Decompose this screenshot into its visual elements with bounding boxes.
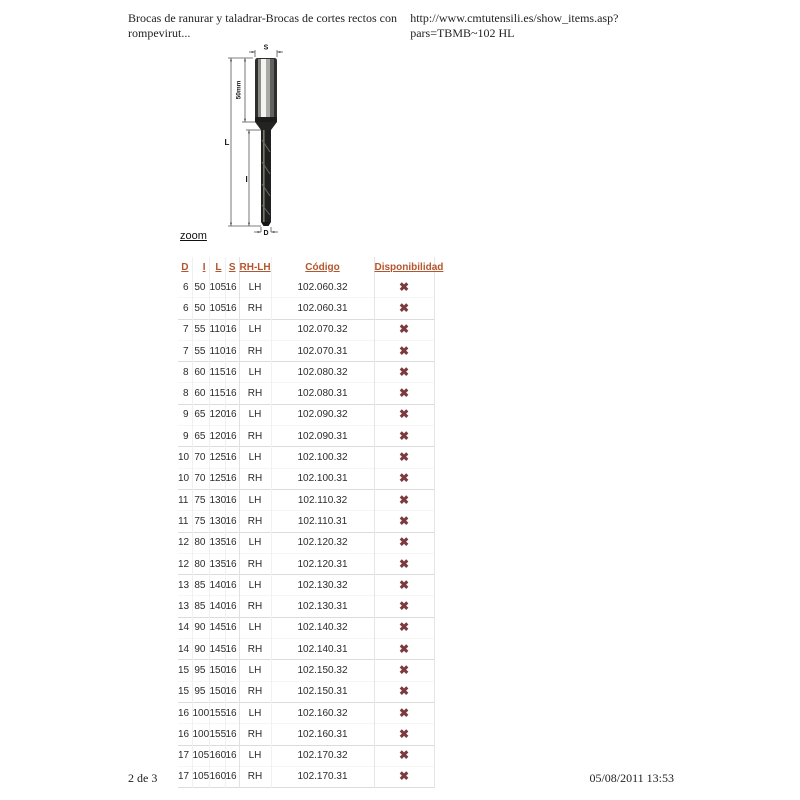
diameter-label: D xyxy=(263,229,269,237)
cell-rotation: LH xyxy=(239,447,271,468)
cell-codigo: 102.060.32 xyxy=(271,277,374,298)
cell-codigo: 102.140.32 xyxy=(271,617,374,638)
cell-diameter: 12 xyxy=(178,532,192,553)
unavailable-icon: ✖ xyxy=(398,407,410,422)
cell-shank: 16 xyxy=(225,362,239,383)
drill-flute xyxy=(261,130,271,226)
cell-codigo: 102.160.32 xyxy=(271,702,374,723)
cell-total-length: 135 xyxy=(209,553,225,574)
cell-codigo: 102.170.31 xyxy=(271,766,374,787)
cell-total-length: 105 xyxy=(209,298,225,319)
spec-table xyxy=(178,257,444,788)
unavailable-icon: ✖ xyxy=(398,599,410,614)
unavailable-icon: ✖ xyxy=(398,300,410,315)
cell-total-length: 120 xyxy=(209,404,225,425)
cell-diameter: 10 xyxy=(178,447,192,468)
cell-diameter: 14 xyxy=(178,617,192,638)
cell-codigo: 102.110.31 xyxy=(271,511,374,532)
table-row xyxy=(178,489,434,510)
table-row xyxy=(178,362,434,383)
cell-availability xyxy=(374,724,434,745)
unavailable-icon: ✖ xyxy=(398,535,410,550)
cell-availability xyxy=(374,447,434,468)
cell-shank: 16 xyxy=(225,340,239,361)
total-length-label: L xyxy=(224,138,230,147)
cell-shank: 16 xyxy=(225,511,239,532)
cell-codigo: 102.120.32 xyxy=(271,532,374,553)
cell-rotation: LH xyxy=(239,575,271,596)
cell-shank: 16 xyxy=(225,468,239,489)
cell-diameter: 15 xyxy=(178,660,192,681)
cell-cutting-length: 65 xyxy=(192,426,209,447)
unavailable-icon: ✖ xyxy=(398,471,410,486)
cell-rotation: LH xyxy=(239,702,271,723)
cell-shank: 16 xyxy=(225,575,239,596)
unavailable-icon: ✖ xyxy=(398,662,410,677)
cell-availability xyxy=(374,362,434,383)
cell-codigo: 102.130.32 xyxy=(271,575,374,596)
unavailable-icon: ✖ xyxy=(398,492,410,507)
table-row xyxy=(178,596,434,617)
cell-shank: 16 xyxy=(225,553,239,574)
cell-diameter: 7 xyxy=(178,319,192,340)
cell-rotation: RH xyxy=(239,553,271,574)
column-header-rh-lh[interactable]: RH-LH xyxy=(239,257,271,277)
cell-shank: 16 xyxy=(225,596,239,617)
table-row xyxy=(178,617,434,638)
cell-diameter: 8 xyxy=(178,362,192,383)
cell-diameter: 16 xyxy=(178,724,192,745)
cell-total-length: 160 xyxy=(209,745,225,766)
print-footer xyxy=(128,771,674,786)
unavailable-icon: ✖ xyxy=(398,450,410,465)
cell-availability xyxy=(374,383,434,404)
cell-cutting-length: 75 xyxy=(192,511,209,532)
unavailable-icon: ✖ xyxy=(398,322,410,337)
cell-rotation: RH xyxy=(239,724,271,745)
table-row xyxy=(178,468,434,489)
table-row xyxy=(178,745,434,766)
cell-cutting-length: 90 xyxy=(192,617,209,638)
cell-total-length: 135 xyxy=(209,532,225,553)
table-row xyxy=(178,660,434,681)
cell-cutting-length: 85 xyxy=(192,575,209,596)
drill-shank xyxy=(255,58,277,122)
cell-rotation: RH xyxy=(239,426,271,447)
cell-availability xyxy=(374,489,434,510)
table-row xyxy=(178,639,434,660)
cell-rotation: LH xyxy=(239,404,271,425)
cell-availability xyxy=(374,596,434,617)
cell-rotation: RH xyxy=(239,383,271,404)
cell-rotation: RH xyxy=(239,766,271,787)
cell-rotation: RH xyxy=(239,681,271,702)
print-datetime: 05/08/2011 13:53 xyxy=(589,771,674,785)
unavailable-icon: ✖ xyxy=(398,726,410,741)
table-header-row xyxy=(178,257,434,277)
cell-codigo: 102.140.31 xyxy=(271,639,374,660)
cell-availability xyxy=(374,468,434,489)
unavailable-icon: ✖ xyxy=(398,556,410,571)
cell-total-length: 110 xyxy=(209,319,225,340)
table-row xyxy=(178,724,434,745)
cell-diameter: 17 xyxy=(178,766,192,787)
cell-total-length: 150 xyxy=(209,660,225,681)
cell-availability xyxy=(374,702,434,723)
table-row xyxy=(178,340,434,361)
column-header-l[interactable]: L xyxy=(209,257,225,277)
cell-total-length: 150 xyxy=(209,681,225,702)
spec-table-body xyxy=(178,277,434,788)
column-header-codigo[interactable]: Código xyxy=(271,257,374,277)
cell-diameter: 15 xyxy=(178,681,192,702)
cell-diameter: 11 xyxy=(178,489,192,510)
cell-codigo: 102.150.32 xyxy=(271,660,374,681)
cell-shank: 16 xyxy=(225,724,239,745)
cell-diameter: 12 xyxy=(178,553,192,574)
cell-cutting-length: 50 xyxy=(192,298,209,319)
page-number: 2 de 3 xyxy=(128,771,158,785)
cell-rotation: RH xyxy=(239,468,271,489)
cell-availability xyxy=(374,426,434,447)
cell-total-length: 120 xyxy=(209,426,225,447)
cell-availability xyxy=(374,745,434,766)
cell-diameter: 7 xyxy=(178,340,192,361)
cell-codigo: 102.060.31 xyxy=(271,298,374,319)
shank-length-label: 50mm xyxy=(235,80,243,100)
cell-availability xyxy=(374,319,434,340)
cell-rotation: LH xyxy=(239,319,271,340)
cell-shank: 16 xyxy=(225,745,239,766)
unavailable-icon: ✖ xyxy=(398,705,410,720)
cell-cutting-length: 50 xyxy=(192,277,209,298)
cutting-length-label: I xyxy=(245,175,248,184)
table-row xyxy=(178,447,434,468)
cell-diameter: 13 xyxy=(178,596,192,617)
cell-cutting-length: 55 xyxy=(192,319,209,340)
cell-cutting-length: 60 xyxy=(192,383,209,404)
cell-cutting-length: 55 xyxy=(192,340,209,361)
cell-shank: 16 xyxy=(225,681,239,702)
cell-shank: 16 xyxy=(225,639,239,660)
print-header xyxy=(128,11,674,41)
cell-diameter: 9 xyxy=(178,404,192,425)
cell-diameter: 6 xyxy=(178,277,192,298)
shank-diameter-label: S xyxy=(263,44,269,52)
cell-rotation: RH xyxy=(239,639,271,660)
cell-codigo: 102.130.31 xyxy=(271,596,374,617)
cell-total-length: 145 xyxy=(209,617,225,638)
unavailable-icon: ✖ xyxy=(398,620,410,635)
cell-diameter: 9 xyxy=(178,426,192,447)
cell-cutting-length: 85 xyxy=(192,596,209,617)
cell-diameter: 13 xyxy=(178,575,192,596)
document-url: http://www.cmtutensili.es/show_items.asp?pars=TBMB~102 HL xyxy=(410,11,619,40)
unavailable-icon: ✖ xyxy=(398,279,410,294)
cell-total-length: 115 xyxy=(209,383,225,404)
cell-availability xyxy=(374,681,434,702)
cell-cutting-length: 95 xyxy=(192,681,209,702)
unavailable-icon: ✖ xyxy=(398,641,410,656)
cell-codigo: 102.090.31 xyxy=(271,426,374,447)
cell-availability xyxy=(374,298,434,319)
table-row xyxy=(178,277,434,298)
cell-shank: 16 xyxy=(225,404,239,425)
table-row xyxy=(178,319,434,340)
cell-rotation: LH xyxy=(239,489,271,510)
cell-availability xyxy=(374,617,434,638)
cell-codigo: 102.120.31 xyxy=(271,553,374,574)
cell-total-length: 110 xyxy=(209,340,225,361)
cell-availability xyxy=(374,532,434,553)
cell-cutting-length: 100 xyxy=(192,702,209,723)
cell-codigo: 102.080.31 xyxy=(271,383,374,404)
drill-taper xyxy=(255,122,277,130)
cell-availability xyxy=(374,660,434,681)
unavailable-icon: ✖ xyxy=(398,428,410,443)
cell-shank: 16 xyxy=(225,426,239,447)
cell-availability xyxy=(374,553,434,574)
cell-shank: 16 xyxy=(225,298,239,319)
unavailable-icon: ✖ xyxy=(398,769,410,784)
cell-codigo: 102.100.31 xyxy=(271,468,374,489)
cell-cutting-length: 100 xyxy=(192,724,209,745)
cell-shank: 16 xyxy=(225,766,239,787)
cell-diameter: 10 xyxy=(178,468,192,489)
cell-codigo: 102.150.31 xyxy=(271,681,374,702)
cell-availability xyxy=(374,511,434,532)
cell-rotation: LH xyxy=(239,745,271,766)
cell-cutting-length: 65 xyxy=(192,404,209,425)
cell-availability xyxy=(374,340,434,361)
cell-codigo: 102.070.31 xyxy=(271,340,374,361)
cell-shank: 16 xyxy=(225,319,239,340)
table-row xyxy=(178,404,434,425)
cell-total-length: 130 xyxy=(209,511,225,532)
cell-diameter: 14 xyxy=(178,639,192,660)
cell-shank: 16 xyxy=(225,532,239,553)
cell-cutting-length: 80 xyxy=(192,532,209,553)
table-row xyxy=(178,383,434,404)
cell-total-length: 140 xyxy=(209,575,225,596)
cell-rotation: RH xyxy=(239,340,271,361)
table-row xyxy=(178,575,434,596)
cell-cutting-length: 80 xyxy=(192,553,209,574)
cell-rotation: LH xyxy=(239,362,271,383)
cell-shank: 16 xyxy=(225,660,239,681)
zoom-link[interactable]: zoom xyxy=(180,230,207,242)
unavailable-icon: ✖ xyxy=(398,364,410,379)
cell-shank: 16 xyxy=(225,489,239,510)
cell-cutting-length: 105 xyxy=(192,745,209,766)
cell-codigo: 102.080.32 xyxy=(271,362,374,383)
cell-shank: 16 xyxy=(225,617,239,638)
cell-total-length: 105 xyxy=(209,277,225,298)
cell-rotation: LH xyxy=(239,277,271,298)
cell-codigo: 102.100.32 xyxy=(271,447,374,468)
cell-rotation: LH xyxy=(239,660,271,681)
cell-cutting-length: 90 xyxy=(192,639,209,660)
unavailable-icon: ✖ xyxy=(398,748,410,763)
cell-rotation: LH xyxy=(239,532,271,553)
table-row xyxy=(178,532,434,553)
cell-total-length: 155 xyxy=(209,702,225,723)
table-row xyxy=(178,702,434,723)
cell-rotation: RH xyxy=(239,298,271,319)
cell-shank: 16 xyxy=(225,277,239,298)
table-row xyxy=(178,681,434,702)
cell-availability xyxy=(374,404,434,425)
cell-rotation: RH xyxy=(239,511,271,532)
cell-total-length: 130 xyxy=(209,489,225,510)
cell-codigo: 102.170.32 xyxy=(271,745,374,766)
cell-total-length: 140 xyxy=(209,596,225,617)
table-row xyxy=(178,298,434,319)
cell-cutting-length: 70 xyxy=(192,447,209,468)
cell-codigo: 102.070.32 xyxy=(271,319,374,340)
cell-total-length: 155 xyxy=(209,724,225,745)
cell-shank: 16 xyxy=(225,702,239,723)
column-header-d[interactable]: D xyxy=(178,257,192,277)
cell-availability xyxy=(374,639,434,660)
column-header-s[interactable]: S xyxy=(225,257,239,277)
unavailable-icon: ✖ xyxy=(398,577,410,592)
cell-diameter: 8 xyxy=(178,383,192,404)
unavailable-icon: ✖ xyxy=(398,513,410,528)
cell-codigo: 102.110.32 xyxy=(271,489,374,510)
cell-availability xyxy=(374,277,434,298)
spec-table-container xyxy=(178,257,444,784)
cell-shank: 16 xyxy=(225,447,239,468)
unavailable-icon: ✖ xyxy=(398,386,410,401)
cell-cutting-length: 70 xyxy=(192,468,209,489)
cell-total-length: 115 xyxy=(209,362,225,383)
drill-bit-diagram xyxy=(224,42,296,238)
table-row xyxy=(178,426,434,447)
cell-availability xyxy=(374,575,434,596)
cell-codigo: 102.090.32 xyxy=(271,404,374,425)
column-header-i[interactable]: I xyxy=(192,257,209,277)
cell-shank: 16 xyxy=(225,383,239,404)
unavailable-icon: ✖ xyxy=(398,343,410,358)
document-title: Brocas de ranurar y taladrar-Brocas de cortes rectos con rompevirut... xyxy=(128,11,397,40)
table-row xyxy=(178,553,434,574)
cell-total-length: 160 xyxy=(209,766,225,787)
cell-diameter: 11 xyxy=(178,511,192,532)
cell-diameter: 6 xyxy=(178,298,192,319)
cell-rotation: RH xyxy=(239,596,271,617)
cell-cutting-length: 60 xyxy=(192,362,209,383)
cell-cutting-length: 105 xyxy=(192,766,209,787)
cell-rotation: LH xyxy=(239,617,271,638)
cell-diameter: 16 xyxy=(178,702,192,723)
cell-diameter: 17 xyxy=(178,745,192,766)
unavailable-icon: ✖ xyxy=(398,684,410,699)
cell-codigo: 102.160.31 xyxy=(271,724,374,745)
column-header-disponibilidad[interactable]: Disponibilidad xyxy=(374,257,434,277)
cell-total-length: 125 xyxy=(209,447,225,468)
cell-total-length: 145 xyxy=(209,639,225,660)
cell-cutting-length: 95 xyxy=(192,660,209,681)
cell-cutting-length: 75 xyxy=(192,489,209,510)
cell-total-length: 125 xyxy=(209,468,225,489)
table-row xyxy=(178,511,434,532)
